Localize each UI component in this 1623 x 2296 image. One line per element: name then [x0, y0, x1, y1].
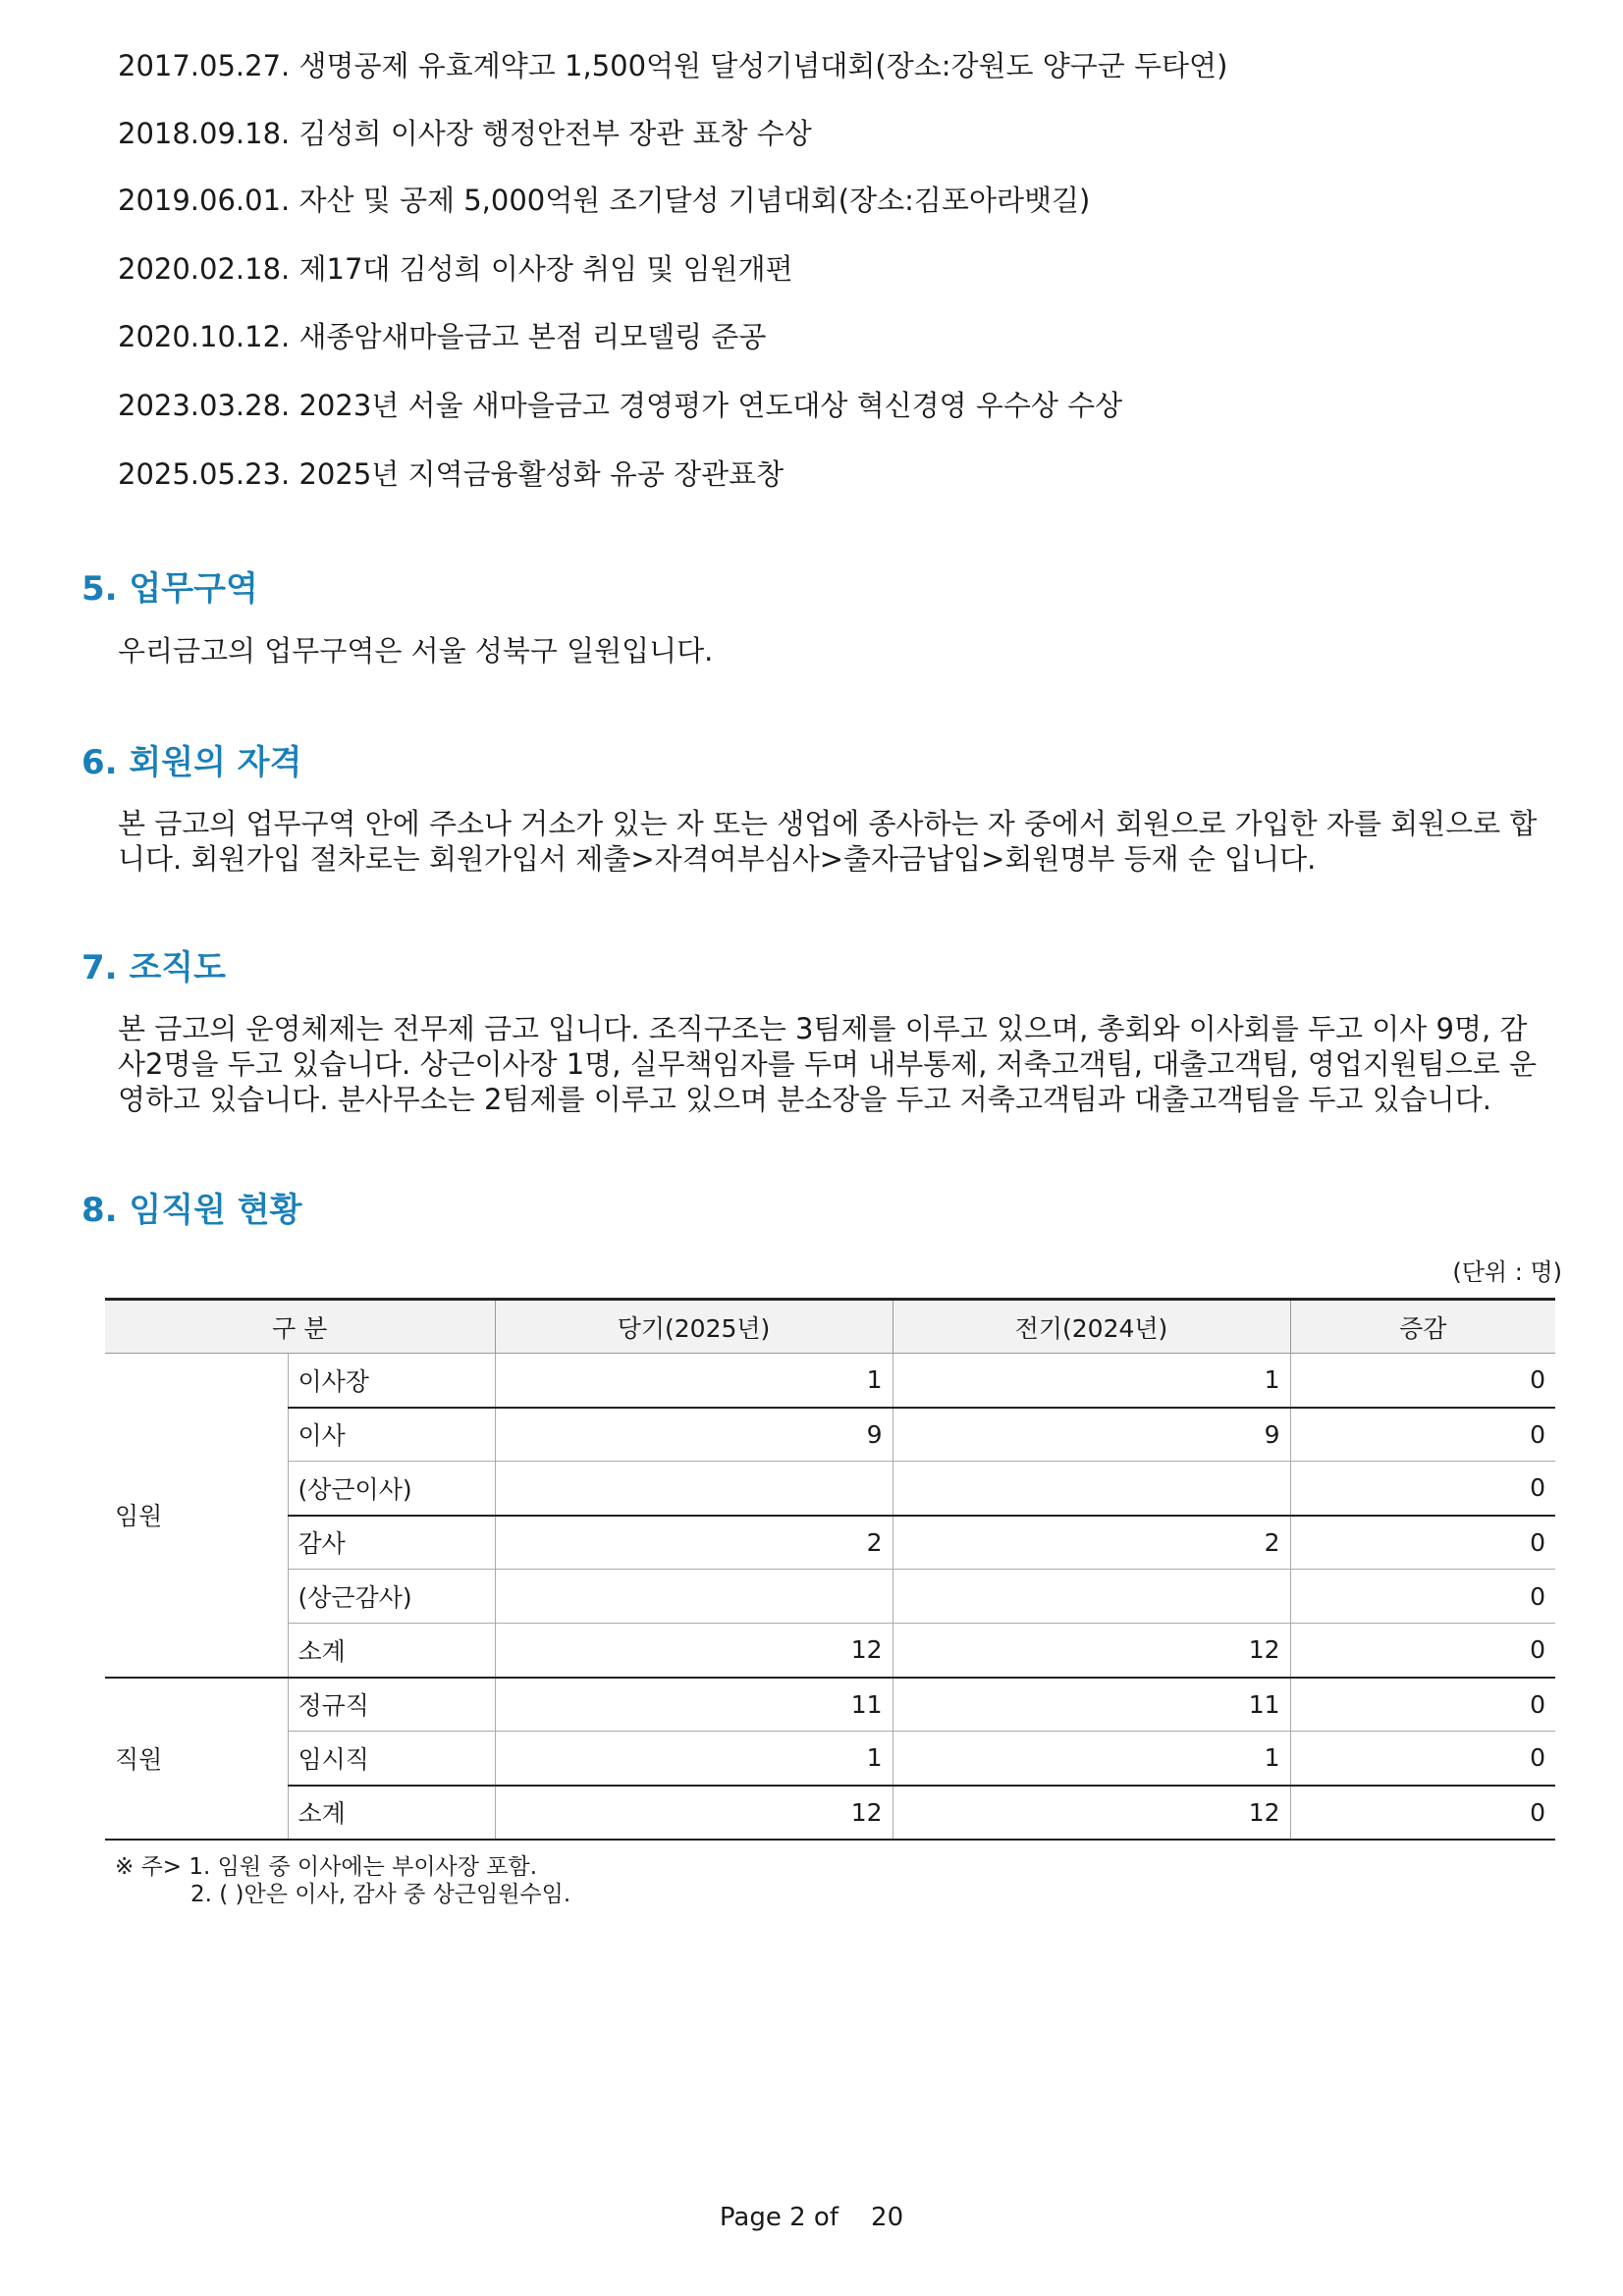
table-row-subtotal: [105, 1786, 1555, 1840]
cell-change: 0: [1290, 1354, 1555, 1408]
table-note: 2. ( )안은 이사, 감사 중 상근임원수임.: [190, 1882, 571, 1907]
history-item: 2020.02.18. 제17대 김성희 이사장 취임 및 임원개편: [118, 252, 793, 286]
table-header-row: [105, 1300, 1555, 1354]
cell-previous: 12: [893, 1624, 1290, 1678]
history-item: 2017.05.27. 생명공제 유효계약고 1,500억원 달성기념대회(장소:강원도 양구군 두타연): [118, 49, 1228, 82]
cell-change: 0: [1290, 1408, 1555, 1462]
cell-current: 1: [495, 1732, 893, 1786]
row-label: 정규직: [288, 1678, 495, 1732]
history-item: 2019.06.01. 자산 및 공제 5,000억원 조기달성 기념대회(장소:김포아라뱃길): [118, 184, 1091, 217]
cell-change: 0: [1290, 1786, 1555, 1840]
row-label: (상근이사): [288, 1462, 495, 1516]
cell-current: [495, 1570, 893, 1624]
cell-current: 11: [495, 1678, 893, 1732]
row-label: 이사: [288, 1408, 495, 1462]
cell-change: 0: [1290, 1462, 1555, 1516]
cell-previous: [893, 1462, 1290, 1516]
cell-change: 0: [1290, 1624, 1555, 1678]
section-heading-org-chart: 7. 조직도: [81, 948, 226, 988]
cell-change: 0: [1290, 1732, 1555, 1786]
column-header-previous: 전기(2024년): [893, 1300, 1290, 1354]
cell-previous: 12: [893, 1786, 1290, 1840]
cell-current: [495, 1462, 893, 1516]
cell-current: 12: [495, 1624, 893, 1678]
table-unit-label: (단위 : 명): [1452, 1258, 1562, 1286]
cell-current: 1: [495, 1354, 893, 1408]
cell-change: 0: [1290, 1678, 1555, 1732]
page-footer: Page 2 of 20: [719, 2203, 904, 2232]
table-row: [105, 1354, 1555, 1408]
section-heading-staff-status: 8. 임직원 현황: [81, 1191, 302, 1230]
section-heading-membership: 6. 회원의 자격: [81, 743, 302, 782]
history-item: 2020.10.12. 새종암새마을금고 본점 리모델링 준공: [118, 320, 767, 353]
table-note: ※ 주> 1. 임원 중 이사에는 부이사장 포함.: [115, 1854, 538, 1880]
cell-previous: 11: [893, 1678, 1290, 1732]
cell-change: 0: [1290, 1570, 1555, 1624]
row-label: 이사장: [288, 1354, 495, 1408]
row-label: 감사: [288, 1516, 495, 1570]
section-heading-business-area: 5. 업무구역: [81, 569, 258, 609]
cell-previous: 1: [893, 1732, 1290, 1786]
column-header-category: 구 분: [105, 1300, 495, 1354]
cell-current: 9: [495, 1408, 893, 1462]
row-label: 소계: [288, 1786, 495, 1840]
group-label-officers: 임원: [105, 1354, 288, 1678]
section-body-membership: 본 금고의 업무구역 안에 주소나 거소가 있는 자 또는 생업에 종사하는 자 중에서 회원으로 가입한 자를 회원으로 합니다. 회원가입 절차로는 회원가입서 제출>자격여부심사>출자금납입>회원명부 등재 순 입니다.: [118, 807, 1538, 876]
cell-change: 0: [1290, 1516, 1555, 1570]
section-body-business-area: 우리금고의 업무구역은 서울 성북구 일원입니다.: [118, 634, 714, 667]
table-row: [105, 1462, 1555, 1516]
table-row: [105, 1408, 1555, 1462]
column-header-change: 증감: [1290, 1300, 1555, 1354]
cell-previous: 2: [893, 1516, 1290, 1570]
cell-current: 12: [495, 1786, 893, 1840]
row-label: 소계: [288, 1624, 495, 1678]
group-label-staff: 직원: [105, 1678, 288, 1840]
staff-table: [105, 1298, 1555, 1841]
table-row-subtotal: [105, 1624, 1555, 1678]
column-header-current: 당기(2025년): [495, 1300, 893, 1354]
section-body-org-chart: 본 금고의 운영체제는 전무제 금고 입니다. 조직구조는 3팀제를 이루고 있으며, 총회와 이사회를 두고 이사 9명, 감사2명을 두고 있습니다. 상근이사장 1명, 실무책임자를 두며 내부통제, 저축고객팀, 대출고객팀, 영업지원팀으로 운영하고 있습니다. 분사무소는 2팀제를 이루고 있으며 분소장을 두고 저축고객팀과 대출고객팀을 두고 있습니다.: [118, 1012, 1538, 1116]
row-label: 임시직: [288, 1732, 495, 1786]
cell-previous: 9: [893, 1408, 1290, 1462]
cell-previous: [893, 1570, 1290, 1624]
row-label: (상근감사): [288, 1570, 495, 1624]
table-row: [105, 1678, 1555, 1732]
table-row: [105, 1570, 1555, 1624]
cell-current: 2: [495, 1516, 893, 1570]
table-row: [105, 1732, 1555, 1786]
history-item: 2025.05.23. 2025년 지역금융활성화 유공 장관표창: [118, 457, 784, 491]
table-row: [105, 1516, 1555, 1570]
history-item: 2018.09.18. 김성희 이사장 행정안전부 장관 표창 수상: [118, 117, 812, 150]
cell-previous: 1: [893, 1354, 1290, 1408]
history-item: 2023.03.28. 2023년 서울 새마을금고 경영평가 연도대상 혁신경영 우수상 수상: [118, 389, 1123, 422]
